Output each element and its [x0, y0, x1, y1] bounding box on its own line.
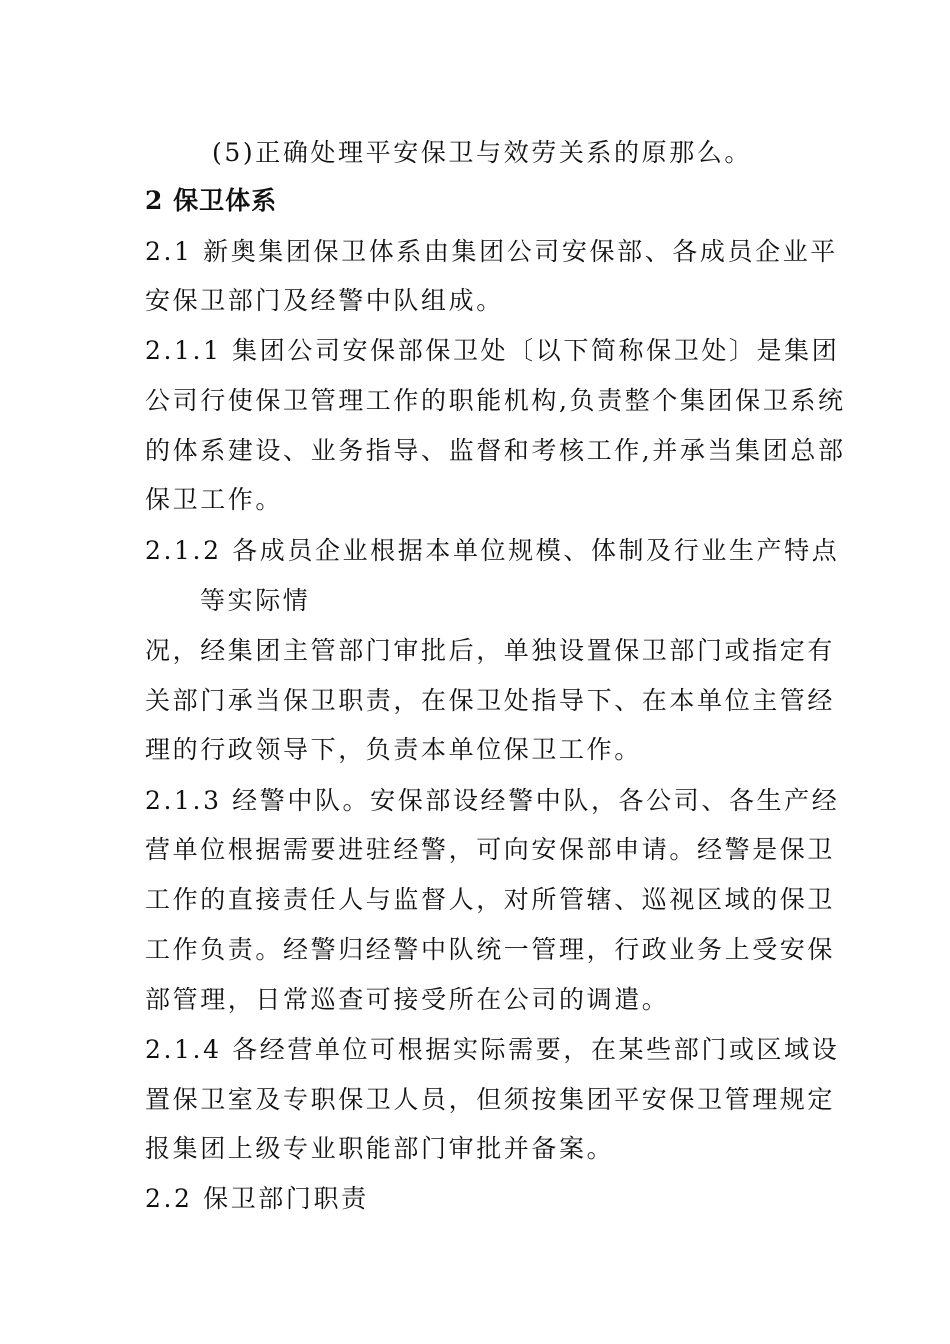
paragraph-2-1-line-2: 安保卫部门及经警中队组成。: [145, 286, 504, 315]
paragraph-2-1-1-line-2: 公司行使保卫管理工作的职能机构,负责整个集团保卫系统: [145, 386, 846, 415]
paragraph-2-1-2-line-5: 理的行政领导下，负责本单位保卫工作。: [145, 735, 642, 764]
paragraph-2-1-4-line-3: 报集团上级专业职能部门审批并备案。: [145, 1134, 615, 1163]
paragraph-2-1-2-line-3: 况，经集团主管部门审批后，单独设置保卫部门或指定有: [145, 636, 836, 665]
paragraph-2-1-3-line-5: 部管理，日常巡查可接受所在公司的调遣。: [145, 985, 670, 1014]
paragraph-2-1-4-line-1: 2.1.4 各经营单位可根据实际需要，在某些部门或区域设: [145, 1035, 840, 1064]
section-heading-security-system: 2 保卫体系: [145, 186, 278, 215]
paragraph-2-1-4-line-2: 置保卫室及专职保卫人员，但须按集团平安保卫管理规定: [145, 1085, 836, 1114]
paragraph-2-1-3-line-1: 2.1.3 经警中队。安保部设经警中队，各公司、各生产经: [145, 786, 840, 815]
section-heading-2-2: 2.2 保卫部门职责: [145, 1184, 369, 1213]
paragraph-2-1-line-1: 2.1 新奥集团保卫体系由集团公司安保部、各成员企业平: [145, 237, 838, 266]
principle-item-5: (5)正确处理平安保卫与效劳关系的原那么。: [212, 138, 753, 167]
paragraph-2-1-2-line-2: 等实际情: [200, 586, 311, 615]
paragraph-2-1-3-line-2: 营单位根据需要进驻经警，可向安保部申请。经警是保卫: [145, 835, 836, 864]
paragraph-2-1-2-line-4: 关部门承当保卫职责，在保卫处指导下、在本单位主管经: [145, 686, 836, 715]
paragraph-2-1-1-line-1: 2.1.1 集团公司安保部保卫处〔以下简称保卫处〕是集团: [145, 336, 840, 365]
paragraph-2-1-3-line-4: 工作负责。经警归经警中队统一管理，行政业务上受安保: [145, 935, 836, 964]
paragraph-2-1-3-line-3: 工作的直接责任人与监督人，对所管辖、巡视区域的保卫: [145, 885, 836, 914]
paragraph-2-1-1-line-3: 的体系建设、业务指导、监督和考核工作,并承当集团总部: [145, 436, 846, 465]
paragraph-2-1-1-line-4: 保卫工作。: [145, 485, 284, 514]
paragraph-2-1-2-line-1: 2.1.2 各成员企业根据本单位规模、体制及行业生产特点: [145, 536, 840, 565]
